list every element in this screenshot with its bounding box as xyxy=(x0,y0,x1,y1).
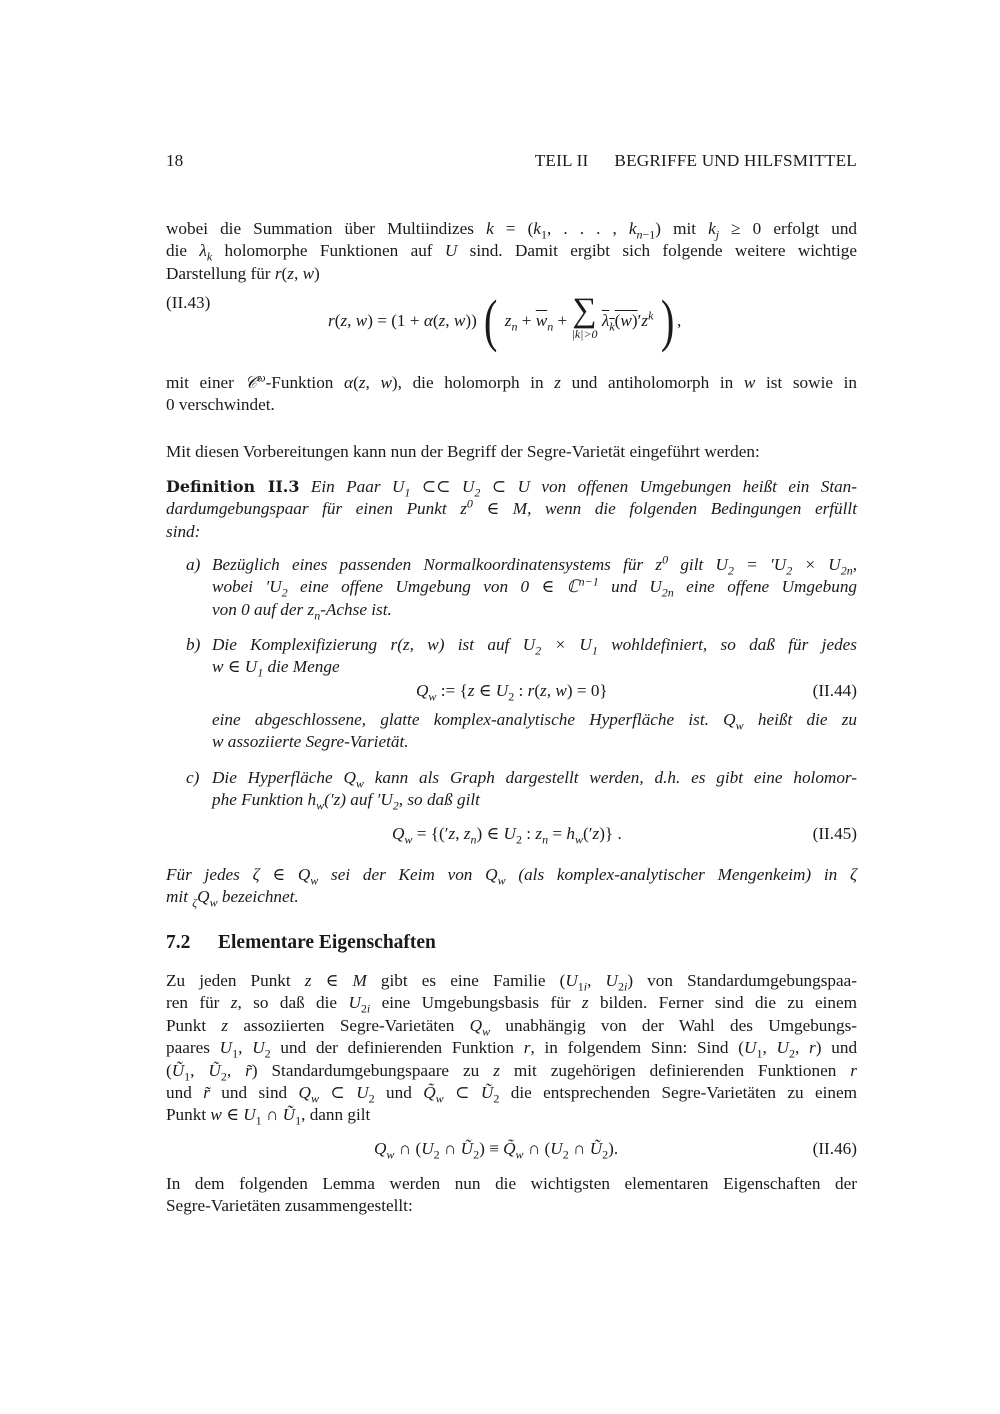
definition-label: Definition II.3 xyxy=(166,477,300,496)
equation-tag: (II.43) xyxy=(166,293,211,312)
definition-II-3: Definition II.3 Ein Paar $U_1$ ⊂⊂ $U_2$ ⊂ U von offenen Umgebungen heißt ein Stan- dardumgebungspaar für einen Punkt $z^0$ ∈ M, wenn die folgenden Bedingungen erfüllt sind: xyxy=(166,477,858,541)
paragraph-summation: wobei die Summation über Multiindizes $k = (k_1$, . . . , $k_{n-1}$) mit $k_j \ge 0$ erfolgt und die $\lambda_k$ holomorphe Funktionen auf U sind. Damit ergibt sich folgende weitere wichtige Darstellung für r(z, w) xyxy=(166,219,858,283)
equation-tag: (II.44) xyxy=(812,681,857,700)
equation-II-43: r(z, w) = (1 + α(z, w)) ( $z_n + \overline{w}_n$ + ∑ |k|>0 $\lambda_k(w)'z^k$ ) , (II.43) xyxy=(166,288,682,353)
header-part: TEIL II xyxy=(534,151,589,170)
running-header xyxy=(166,150,857,174)
document-page xyxy=(166,0,857,1414)
paragraph-intro: Mit diesen Vorbereitungen kann nun der Begriff der Segre-Varietät eingeführt werden: xyxy=(166,442,760,461)
paragraph-lemma-intro: In dem folgenden Lemma werden nun die wichtigsten elementaren Eigenschaften der Segre-Varietäten zusammengestellt: xyxy=(166,1174,857,1216)
condition-c: c) Die Hyperfläche $Q_w$ kann als Graph dargestellt werden, d.h. es gibt eine holomor- phe Funktion $h_w('z)$ auf $'U_2$, so daß gilt xyxy=(186,768,858,813)
paragraph-alpha: mit einer 𝒞$^\omega$-Funktion α(z, w), die holomorph in z und antiholomorph in w ist sowie in 0 verschwindet. xyxy=(166,370,857,415)
condition-b: b) Die Komplexifizierung r(z, w) ist auf $U_2 \times U_1$ wohldefiniert, so daß für jedes w ∈ $U_1$ die Menge xyxy=(186,635,857,680)
equation-tag: (II.45) xyxy=(812,824,857,843)
section-heading: 7.2 Elementare Eigenschaften xyxy=(166,932,436,953)
page-number: 18 xyxy=(166,151,184,170)
equation-tag: (II.46) xyxy=(812,1139,857,1158)
equation-II-44: $Q_w$ := {z ∈ $U_2$ : r(z, w) = 0} (II.44) xyxy=(416,681,857,704)
equation-II-45: $Q_w = \{('z$, $z_n$) ∈ $U_2$ : $z_n = h_w('z)$} . (II.45) xyxy=(392,824,857,847)
condition-b-continued: eine abgeschlossene, glatte komplex-analytische Hyperfläche ist. $Q_w$ heißt die zu w assoziierte Segre-Varietät. xyxy=(212,710,857,752)
header-title: BEGRIFFE UND HILFSMITTEL xyxy=(614,151,857,170)
paragraph-properties: Zu jeden Punkt z ∈ M gibt es eine Familie ($U_{1i}$, $U_{2i}$) von Standardumgebungspaa- ren für z, so daß die $U_{2i}$ eine Umgebungsbasis für z bilden. Ferner sind die zu einem Punkt z assoziierten Segre-Varietäten $Q_w$ unabhängig von der Wahl des Umgebungs- paares $U_1$, $U_2$ und der definierenden Funktion r, in folgendem Sinn: Sind ($U_1$, $U_2$, r) und ($Ũ_1$, $Ũ_2$, r̃) Standardumgebungspaare zu z mit zugehörigen definierenden Funktionen r und r̃ und sind $Q_w$ ⊂ $U_2$ und $Q̃_w$ ⊂ $Ũ_2$ die entsprechenden Segre-Varietäten zu einem Punkt w ∈ $U_1$ ∩ $Ũ_1$, dann gilt xyxy=(166,971,858,1128)
equation-II-46: $Q_w$ ∩ ($U_2$ ∩ $Ũ_2$) ≡ $Q̃_w$ ∩ ($U_2$ ∩ $Ũ_2$). (II.46) xyxy=(374,1139,857,1162)
paragraph-germ: Für jedes ζ ∈ $Q_w$ sei der Keim von $Q_w$ (als komplex-analytischer Mengenkeim) in ζ mit $_\zeta Q_w$ bezeichnet. xyxy=(166,865,857,910)
condition-a: a) Bezüglich eines passenden Normalkoordinatensystems für $z^0$ gilt $U_2 = 'U_2 \times U_{2n}$, wobei $'U_2$ eine offene Umgebung von 0 ∈ ℂ$^{n-1}$ und $U_{2n}$ eine offene Umgebung von 0 auf der $z_n$-Achse ist. xyxy=(186,552,858,623)
